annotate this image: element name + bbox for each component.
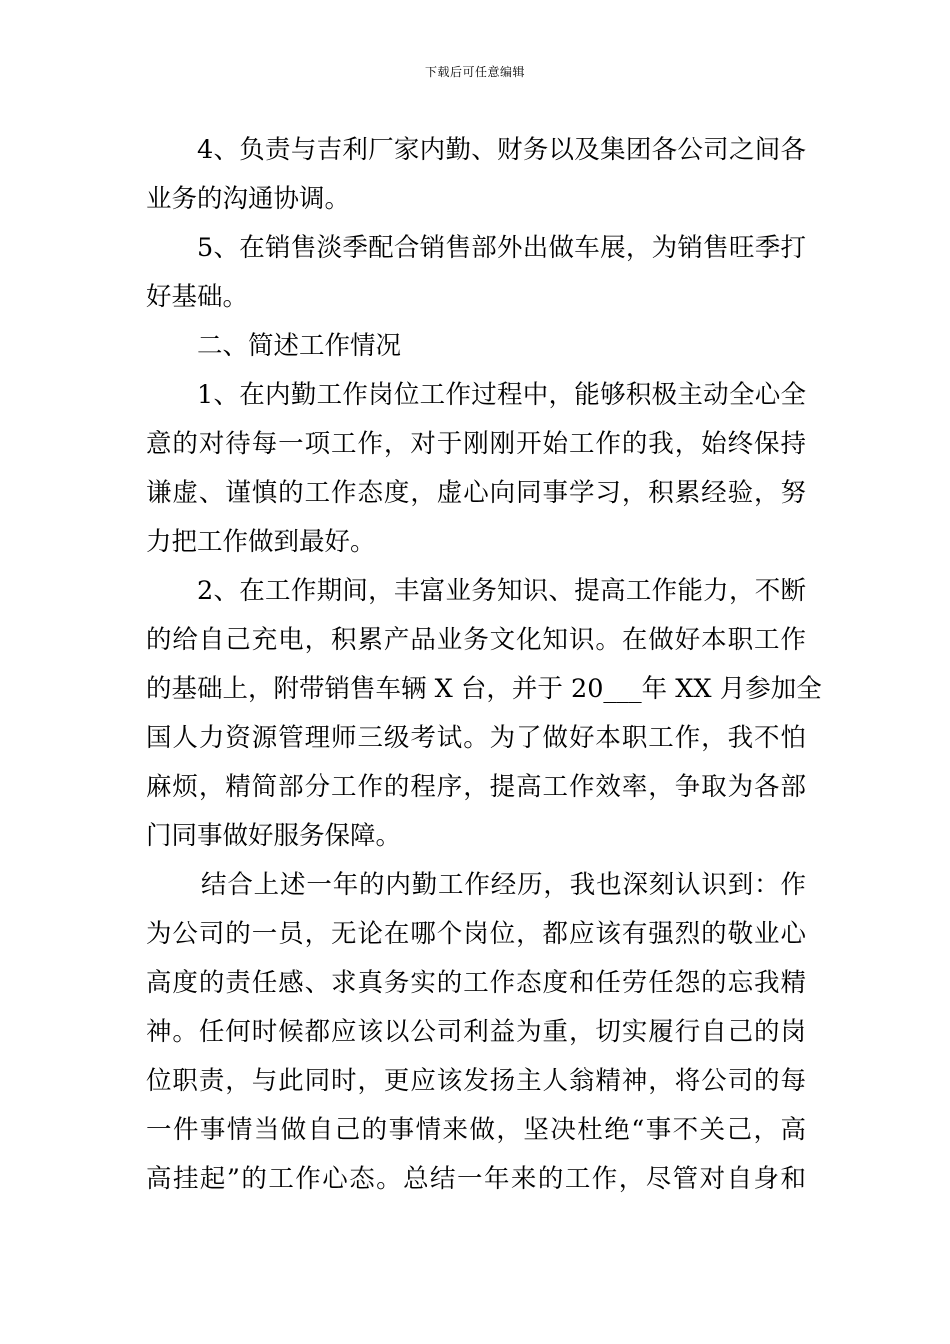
text-line: 神。任何时候都应该以公司利益为重，切实履行自己的岗 bbox=[146, 1017, 806, 1047]
text-line: 高度的责任感、求真务实的工作态度和任劳任怨的忘我精 bbox=[146, 968, 806, 998]
text-line: 意的对待每一项工作，对于刚刚开始工作的我，始终保持 bbox=[146, 429, 806, 459]
text-line: 门同事做好服务保障。 bbox=[146, 821, 402, 851]
text-line: 的基础上，附带销售车辆 X 台，并于 20___年 XX 月参加全 bbox=[146, 674, 822, 704]
text-line: 5、在销售淡季配合销售部外出做车展，为销售旺季打 bbox=[197, 233, 806, 263]
text-line: 一件事情当做自己的事情来做，坚决杜绝“事不关己，高 bbox=[146, 1115, 806, 1145]
text-line: 业务的沟通协调。 bbox=[146, 184, 351, 214]
text-line: 为公司的一员，无论在哪个岗位，都应该有强烈的敬业心 bbox=[146, 919, 806, 949]
text-line: 4、负责与吉利厂家内勤、财务以及集团各公司之间各 bbox=[197, 135, 806, 165]
text-line: 高挂起”的工作心态。总结一年来的工作，尽管对自身和 bbox=[146, 1164, 806, 1194]
document-body bbox=[146, 126, 822, 1204]
page-header: 下载后可任意编辑 bbox=[424, 65, 525, 79]
text-line: 2、在工作期间，丰富业务知识、提高工作能力，不断 bbox=[197, 576, 806, 606]
text-line: 1、在内勤工作岗位工作过程中，能够积极主动全心全 bbox=[197, 380, 806, 410]
text-line: 好基础。 bbox=[146, 282, 249, 312]
text-line: 的给自己充电，积累产品业务文化知识。在做好本职工作 bbox=[146, 625, 806, 655]
text-line: 国人力资源管理师三级考试。为了做好本职工作，我不怕 bbox=[146, 723, 806, 753]
text-line: 谦虚、谨慎的工作态度，虚心向同事学习，积累经验，努 bbox=[146, 478, 806, 508]
text-line: 麻烦，精简部分工作的程序，提高工作效率，争取为各部 bbox=[146, 772, 806, 802]
section-heading: 二、简述工作情况 bbox=[197, 331, 402, 361]
text-line: 位职责，与此同时，更应该发扬主人翁精神，将公司的每 bbox=[146, 1066, 806, 1096]
text-line: 力把工作做到最好。 bbox=[146, 527, 376, 557]
text-line: 结合上述一年的内勤工作经历，我也深刻认识到：作 bbox=[201, 870, 806, 900]
